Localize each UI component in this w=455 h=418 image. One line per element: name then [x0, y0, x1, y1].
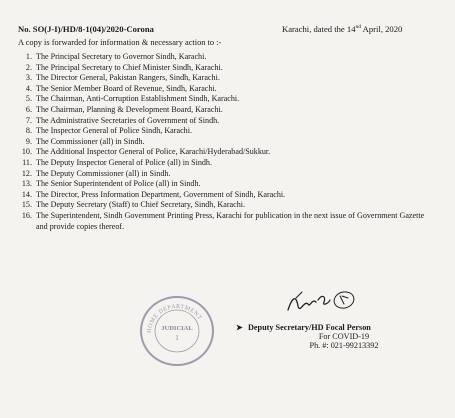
place-date-text: Karachi, dated the 14 — [282, 24, 356, 34]
list-text: The Chairman, Anti-Corruption Establishment Sindh, Karachi. — [36, 94, 240, 104]
list-item — [18, 126, 438, 137]
list-item — [18, 84, 438, 95]
list-number: 3. — [25, 73, 32, 83]
signature-graphic — [282, 284, 362, 320]
date-ordinal: nd — [355, 24, 361, 31]
list-text: The Additional Inspector General of Police, Karachi/Hyderabad/Sukkur. — [36, 147, 271, 157]
list-text: The Chairman, Planning & Development Board, Karachi. — [36, 104, 223, 114]
stamp-center-label: JUDICIAL — [161, 325, 193, 332]
list-number: 5. — [25, 94, 32, 104]
list-item — [18, 200, 438, 211]
recipient-list — [18, 52, 438, 232]
list-number: 6. — [25, 104, 32, 114]
list-item — [18, 137, 438, 148]
list-text: The Principal Secretary to Chief Minister Sindh, Karachi. — [36, 62, 223, 72]
handwritten-signature — [282, 284, 362, 325]
list-number: 12. — [21, 168, 32, 178]
list-number: 7. — [25, 115, 32, 125]
list-text: The Deputy Inspector General of Police (all) in Sindh. — [36, 157, 212, 167]
signatory-block — [236, 323, 436, 350]
list-item — [18, 63, 438, 74]
list-item — [18, 211, 438, 232]
stamp-graphic — [142, 298, 212, 364]
list-item — [18, 94, 438, 105]
list-text: The Deputy Commissioner (all) in Sindh. — [36, 168, 171, 178]
date-month-year: April, 2020 — [361, 24, 403, 34]
list-number: 11. — [22, 157, 32, 167]
list-text: The Principal Secretary to Governor Sindh, Karachi. — [36, 52, 207, 61]
left-arrow-bullet-icon: ➤ — [236, 323, 243, 332]
list-item — [18, 190, 438, 201]
list-number: 14. — [21, 189, 32, 199]
list-item — [18, 179, 438, 190]
signatory-title-line — [236, 323, 436, 332]
stamp-ring-text: HOME DEPARTMENT — [146, 303, 203, 334]
list-text: The Administrative Secretaries of Government of Sindh. — [36, 115, 220, 125]
list-number: 9. — [25, 136, 32, 146]
signatory-subtitle: For COVID-19 — [318, 332, 370, 341]
list-number: 16. — [21, 210, 32, 220]
list-text: The Commissioner (all) in Sindh. — [36, 136, 145, 146]
list-text: The Superintendent, Sindh Government Printing Press, Karachi for publication in the next issue of Government Gazette and provide copies thereof. — [36, 210, 425, 231]
forwarding-intro: A copy is forwarded for information & necessary action to :- — [18, 38, 222, 47]
reference-number: No. SO(J-I)/HD/8-1(04)/2020-Corona — [18, 24, 154, 34]
signatory-phone: Ph. #: 021-99213392 — [309, 341, 379, 350]
list-item — [18, 105, 438, 116]
department-stamp — [140, 296, 214, 366]
list-number: 15. — [21, 200, 32, 210]
place-and-date — [282, 24, 402, 34]
list-text: The Director, Press Information Department, Government of Sindh, Karachi. — [36, 189, 286, 199]
list-number: 8. — [25, 126, 32, 136]
list-text: The Senior Superintendent of Police (all) in Sindh. — [36, 179, 201, 189]
signatory-title: Deputy Secretary/HD Focal Person — [248, 323, 371, 332]
list-item — [18, 52, 438, 63]
list-number: 4. — [25, 83, 32, 93]
list-item — [18, 116, 438, 127]
list-text: The Senior Member Board of Revenue, Sindh, Karachi. — [36, 83, 217, 93]
list-number: 10. — [21, 147, 32, 157]
list-item — [18, 158, 438, 169]
list-item — [18, 169, 438, 180]
list-text: The Inspector General of Police Sindh, Karachi. — [36, 126, 192, 136]
document-header — [18, 24, 438, 38]
list-text: The Deputy Secretary (Staff) to Chief Secretary, Sindh, Karachi. — [36, 200, 246, 210]
list-number: 13. — [21, 179, 32, 189]
list-number: 2. — [25, 62, 32, 72]
list-text: The Director General, Pakistan Rangers, Sindh, Karachi. — [36, 73, 220, 83]
list-number: 1. — [25, 52, 32, 61]
list-item — [18, 147, 438, 158]
stamp-center-number: 1 — [175, 334, 179, 342]
list-item — [18, 73, 438, 84]
